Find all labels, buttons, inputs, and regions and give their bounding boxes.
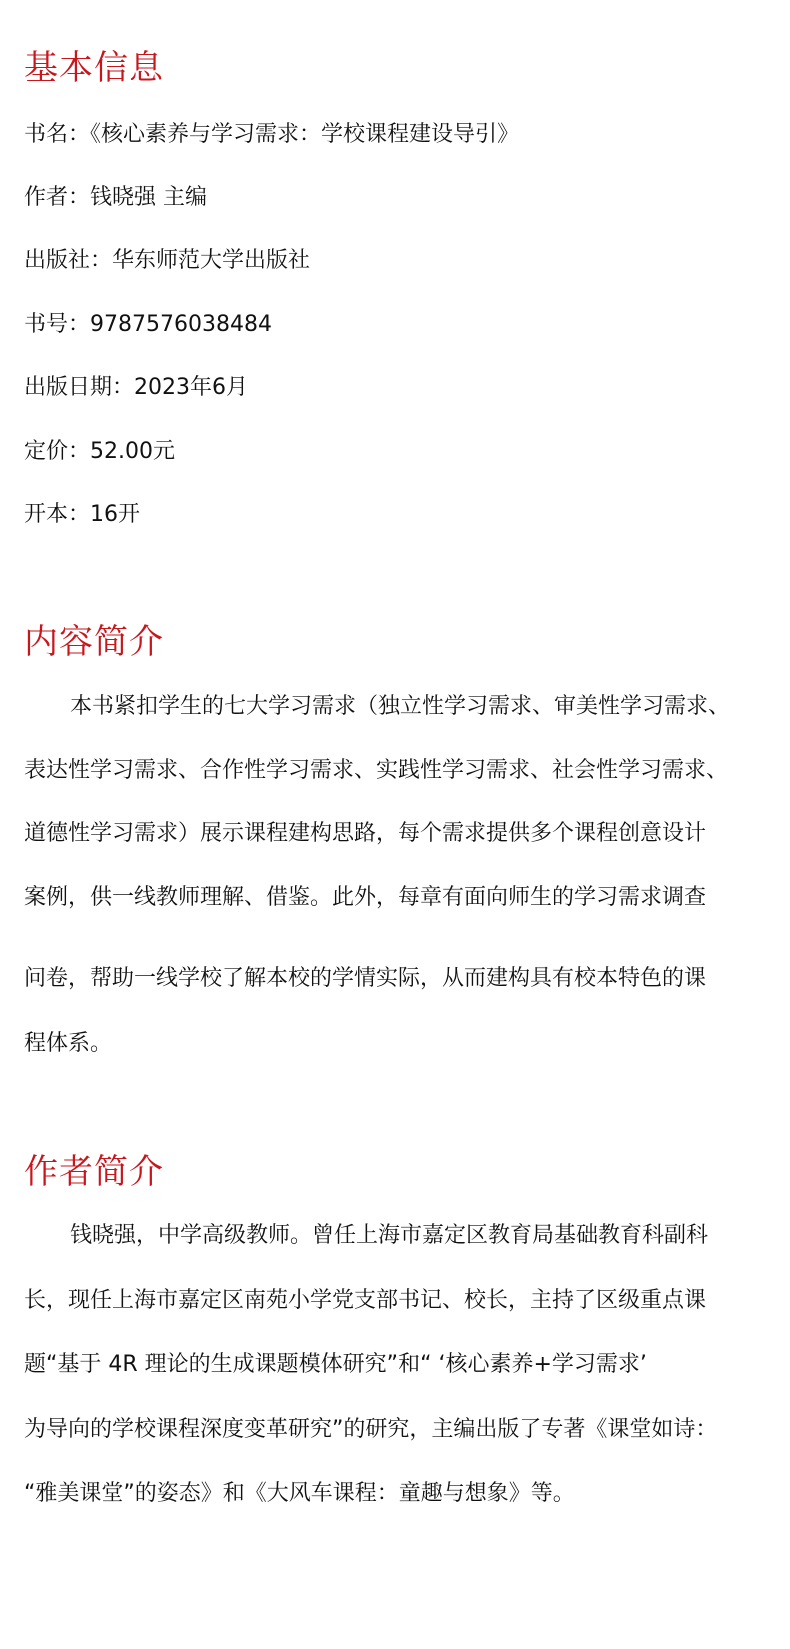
content-intro-heading: 内容简介: [24, 622, 164, 662]
isbn-line: 书号：9787576038484: [24, 312, 272, 337]
author-line: 作者：钱晓强 主编: [24, 185, 207, 210]
content-intro-line: 本书紧扣学生的七大学习需求（独立性学习需求、审美性学习需求、: [70, 694, 731, 719]
author-intro-line: 题“基于 4R 理论的生成课题模体研究”和“ ‘核心素养+学习需求’: [24, 1352, 647, 1377]
content-intro-line: 道德性学习需求）展示课程建构思路，每个需求提供多个课程创意设计: [24, 821, 707, 846]
content-intro-line: 案例，供一线教师理解、借鉴。此外，每章有面向师生的学习需求调查: [24, 885, 707, 910]
format-line: 开本：16开: [24, 502, 140, 527]
publish-date-line: 出版日期：2023年6月: [24, 375, 248, 400]
content-intro-line: 问卷，帮助一线学校了解本校的学情实际，从而建构具有校本特色的课: [24, 966, 707, 991]
content-intro-line: 表达性学习需求、合作性学习需求、实践性学习需求、社会性学习需求、: [24, 758, 729, 783]
basic-info-heading: 基本信息: [24, 48, 164, 88]
author-intro-line: 钱晓强，中学高级教师。曾任上海市嘉定区教育局基础教育科副科: [70, 1223, 709, 1248]
price-line: 定价：52.00元: [24, 439, 175, 464]
book-title-line: 书名：《核心素养与学习需求：学校课程建设导引》: [24, 122, 520, 147]
author-intro-line: 长，现任上海市嘉定区南苑小学党支部书记、校长，主持了区级重点课: [24, 1288, 707, 1313]
author-intro-heading: 作者简介: [24, 1152, 164, 1192]
author-intro-line: “雅美课堂”的姿态》和《大风车课程：童趣与想象》等。: [24, 1481, 575, 1506]
publisher-line: 出版社：华东师范大学出版社: [24, 248, 311, 273]
author-intro-line: 为导向的学校课程深度变革研究”的研究，主编出版了专著《课堂如诗：: [24, 1417, 718, 1442]
content-intro-line: 程体系。: [24, 1031, 113, 1056]
